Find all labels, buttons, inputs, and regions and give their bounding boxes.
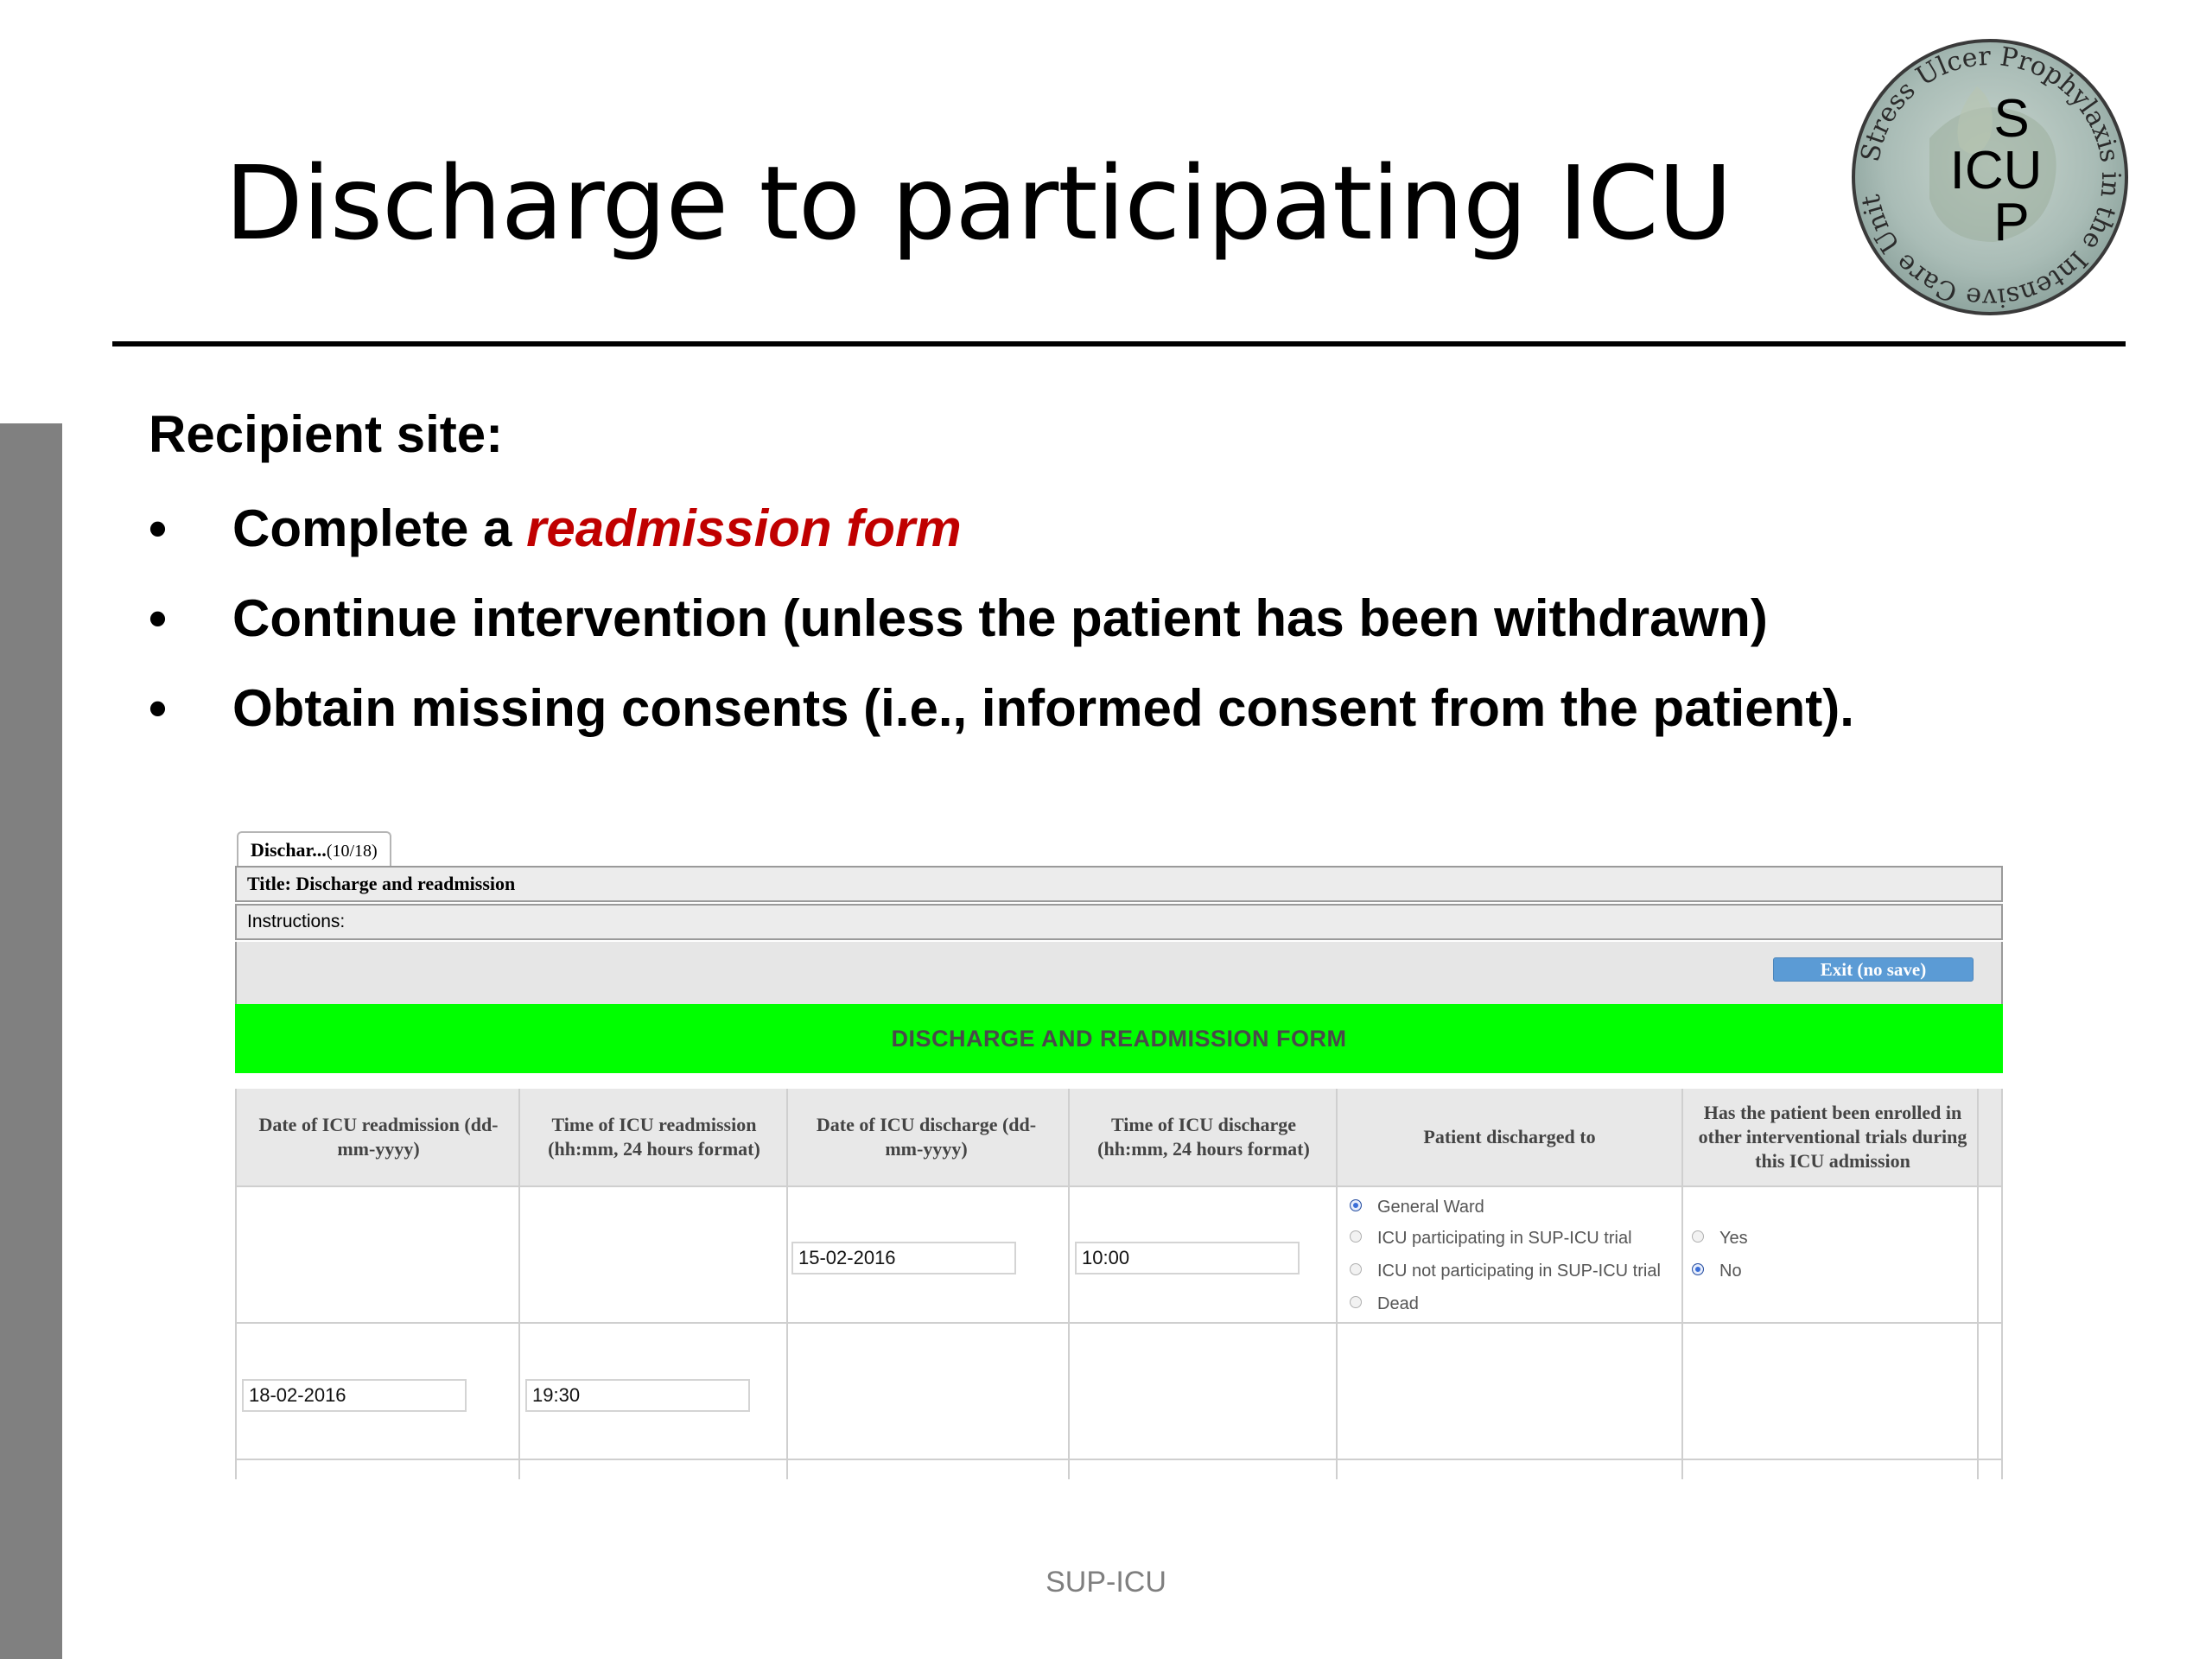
col-header-discharge-date: Date of ICU discharge (dd-mm-yyyy) [816, 1114, 1037, 1160]
col-divider [1977, 1089, 1979, 1479]
form-toolbar [235, 942, 2003, 1004]
col-divider [518, 1089, 520, 1479]
row-divider [235, 1185, 2003, 1187]
bullet-glyph: • [149, 679, 168, 737]
logo-letter-s: S [1993, 89, 2030, 149]
logo-letter-p: P [1993, 193, 2030, 252]
col-divider [1068, 1089, 1070, 1479]
title-underline [112, 341, 2126, 346]
bullet-glyph: • [149, 499, 168, 557]
discharge-date-input[interactable]: 15-02-2016 [791, 1242, 1016, 1274]
bullet-text: Complete a [232, 499, 527, 557]
tab-count: (10/18) [326, 842, 378, 861]
radio-selected-icon [1692, 1263, 1704, 1275]
logo-ring-text: Stress Ulcer Prophylaxis in the Intensive Care Unit [1855, 41, 2126, 314]
form-table: Date of ICU readmission (dd-mm-yyyy) Time of ICU readmission (hh:mm, 24 hours format) Date of ICU discharge (dd-mm-yyyy) Time of ICU discharge (hh:mm, 24 hours format) Patient discharged to Has the patient been enrolled in other interventional trials during this ICU admission 15-02-2016 10:00 General Ward ICU participating in SUP-ICU trial ICU not participating in SUP-ICU trial Dead Yes No 18-02-2016 19:30 [235, 1089, 2003, 1479]
sup-icu-logo [1847, 35, 2133, 320]
radio-empty-icon [1350, 1296, 1362, 1308]
bullet-glyph: • [149, 589, 168, 647]
col-divider [2001, 1089, 2003, 1479]
slide-footer: SUP-ICU [1046, 1566, 1166, 1599]
bullet-emphasis: readmission form [526, 499, 962, 557]
col-divider [1681, 1089, 1683, 1479]
radio-empty-icon [1692, 1230, 1704, 1243]
form-title-row: Title: Discharge and readmission [235, 866, 2003, 902]
col-divider [786, 1089, 788, 1479]
form-banner: DISCHARGE AND READMISSION FORM [235, 1004, 2003, 1073]
bullet-text: Obtain missing consents (i.e., informed consent from the patient). [232, 679, 1854, 737]
radio-selected-icon [1350, 1199, 1362, 1211]
col-divider [1336, 1089, 1338, 1479]
row-divider [235, 1322, 2003, 1324]
tab-label: Dischar... [251, 839, 327, 861]
radio-empty-icon [1350, 1263, 1362, 1275]
readmission-date-input[interactable]: 18-02-2016 [242, 1379, 467, 1412]
bullet-text: Continue intervention (unless the patient has been withdrawn) [232, 589, 1768, 647]
row-divider [235, 1459, 2003, 1460]
col-header-other-trials: Has the patient been enrolled in other interventional trials during this ICU admission [1698, 1102, 1967, 1172]
readmission-time-input[interactable]: 19:30 [525, 1379, 750, 1412]
slide-title: Discharge to participating ICU [225, 143, 1732, 263]
logo-letter-icu: ICU [1949, 141, 2043, 200]
form-instructions-row: Instructions: [235, 904, 2003, 940]
form-screenshot [235, 831, 2008, 1479]
col-header-discharged-to: Patient discharged to [1423, 1126, 1596, 1147]
tab-discharge[interactable] [237, 831, 391, 868]
col-header-discharge-time: Time of ICU discharge (hh:mm, 24 hours format) [1097, 1114, 1310, 1160]
discharge-time-input[interactable]: 10:00 [1075, 1242, 1300, 1274]
radio-empty-icon [1350, 1230, 1362, 1243]
exit-no-save-button[interactable]: Exit (no save) [1773, 957, 1974, 982]
left-side-bar [0, 423, 62, 1659]
col-header-readmission-date: Date of ICU readmission (dd-mm-yyyy) [258, 1114, 499, 1160]
col-divider [235, 1089, 237, 1479]
recipient-heading: Recipient site: [149, 405, 504, 463]
col-header-readmission-time: Time of ICU readmission (hh:mm, 24 hours format) [548, 1114, 760, 1160]
